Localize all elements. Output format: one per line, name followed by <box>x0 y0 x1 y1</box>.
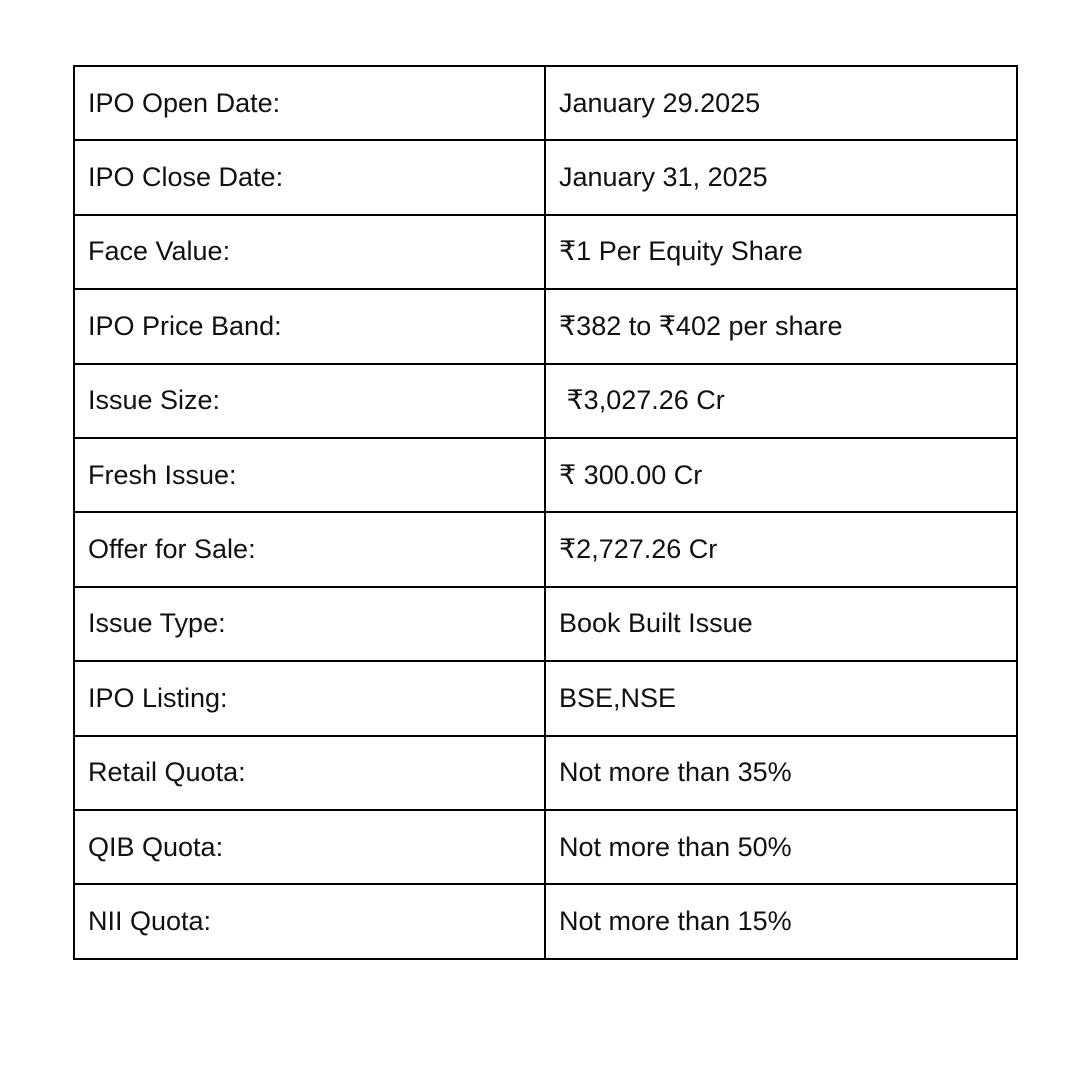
row-label: QIB Quota: <box>74 810 545 884</box>
row-value: ₹1 Per Equity Share <box>545 215 1017 289</box>
table-row <box>74 512 1017 586</box>
table-row <box>74 438 1017 512</box>
table-row <box>74 587 1017 661</box>
row-label: Fresh Issue: <box>74 438 545 512</box>
row-value: BSE,NSE <box>545 661 1017 735</box>
row-value: Book Built Issue <box>545 587 1017 661</box>
row-label: IPO Price Band: <box>74 289 545 363</box>
row-value: Not more than 50% <box>545 810 1017 884</box>
row-value: January 29.2025 <box>545 66 1017 140</box>
ipo-details-table <box>73 65 1018 960</box>
table-row <box>74 289 1017 363</box>
row-value: ₹2,727.26 Cr <box>545 512 1017 586</box>
ipo-details-body <box>74 66 1017 959</box>
table-row <box>74 810 1017 884</box>
table-row <box>74 661 1017 735</box>
table-row <box>74 215 1017 289</box>
row-label: Issue Type: <box>74 587 545 661</box>
row-label: Retail Quota: <box>74 736 545 810</box>
row-label: Issue Size: <box>74 364 545 438</box>
row-value: ₹3,027.26 Cr <box>545 364 1017 438</box>
row-value: January 31, 2025 <box>545 140 1017 214</box>
table-row <box>74 736 1017 810</box>
row-label: Face Value: <box>74 215 545 289</box>
table-row <box>74 66 1017 140</box>
row-label: Offer for Sale: <box>74 512 545 586</box>
row-label: IPO Close Date: <box>74 140 545 214</box>
row-value: ₹ 300.00 Cr <box>545 438 1017 512</box>
row-label: IPO Listing: <box>74 661 545 735</box>
table-row <box>74 364 1017 438</box>
table-row <box>74 140 1017 214</box>
row-label: IPO Open Date: <box>74 66 545 140</box>
row-value: ₹382 to ₹402 per share <box>545 289 1017 363</box>
row-value: Not more than 35% <box>545 736 1017 810</box>
row-value: Not more than 15% <box>545 884 1017 958</box>
row-label: NII Quota: <box>74 884 545 958</box>
table-row <box>74 884 1017 958</box>
